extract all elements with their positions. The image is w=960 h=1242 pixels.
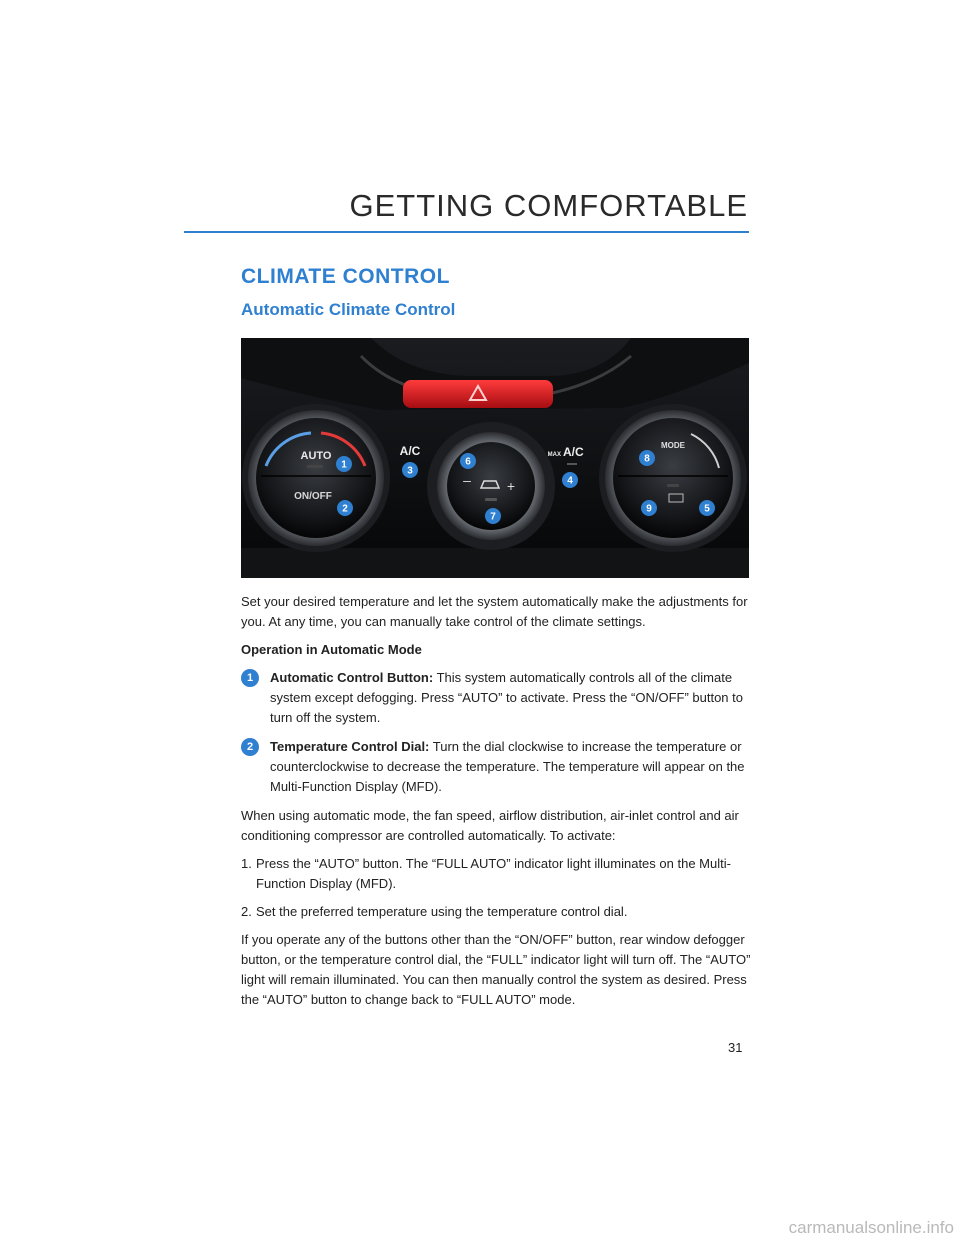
svg-text:A/C: A/C xyxy=(399,444,421,458)
svg-text:–: – xyxy=(463,472,471,488)
step-number: 2. xyxy=(241,904,252,919)
list-item xyxy=(241,737,751,797)
item-text: Turn the dial clockwise to increase the temperature or counterclockwise to decrease the temperature. The temperature will appear on the Multi-Function Display (MFD). xyxy=(270,739,745,794)
page-title: CLIMATE CONTROL xyxy=(241,265,450,288)
closing-paragraph: If you operate any of the buttons other than the “ON/OFF” button, rear window defogger button, or the temperature control dial, the “FULL” indicator light will turn off. The “AUTO” light will remain illuminated. You can then manually control the system as desired. Press the “AUTO” button to change back to “FULL AUTO” mode. xyxy=(241,932,751,1007)
auto-mode-paragraph: When using automatic mode, the fan speed, airflow distribution, air-inlet control and air conditioning compressor are controlled automatically. To activate: xyxy=(241,808,739,843)
svg-text:1: 1 xyxy=(341,459,347,471)
item-label: Automatic Control Button: xyxy=(270,670,434,685)
step-item xyxy=(241,854,751,894)
body-content xyxy=(241,592,751,1018)
svg-text:4: 4 xyxy=(567,475,573,487)
step-text: Press the “AUTO” button. The “FULL AUTO” indicator light illuminates on the Multi-Function Display (MFD). xyxy=(256,856,731,891)
svg-text:9: 9 xyxy=(646,503,652,515)
step-number: 1. xyxy=(241,856,252,871)
watermark[interactable]: carmanualsonline.info xyxy=(788,1218,954,1237)
svg-text:ON/OFF: ON/OFF xyxy=(294,491,332,502)
step-item xyxy=(241,902,751,922)
number-badge: 1 xyxy=(241,669,259,687)
page-number: 31 xyxy=(728,1040,743,1055)
mode-subheading: Operation in Automatic Mode xyxy=(241,642,422,657)
svg-text:2: 2 xyxy=(342,503,348,515)
svg-text:8: 8 xyxy=(644,453,650,465)
svg-text:MODE: MODE xyxy=(661,441,685,450)
right-dial xyxy=(599,404,747,552)
header-rule xyxy=(184,231,749,233)
center-dial xyxy=(427,422,555,550)
svg-text:3: 3 xyxy=(407,465,413,477)
intro-paragraph: Set your desired temperature and let the system automatically make the adjustments for you. At any time, you can manually take control of the climate settings. xyxy=(241,594,748,629)
number-badge: 2 xyxy=(241,738,259,756)
section-header: GETTING COMFORTABLE xyxy=(349,188,748,223)
left-dial xyxy=(242,404,390,552)
item-label: Temperature Control Dial: xyxy=(270,739,430,754)
svg-text:7: 7 xyxy=(490,511,496,523)
climate-control-photo xyxy=(241,338,749,578)
svg-text:A/C: A/C xyxy=(563,445,584,459)
section-subtitle: Automatic Climate Control xyxy=(241,300,456,319)
svg-text:+: + xyxy=(506,478,516,494)
item-text: This system automatically controls all of the climate system except defogging. Press “AUTO” to activate. Press the “ON/OFF” button to turn off the system. xyxy=(270,670,743,725)
svg-text:MAX: MAX xyxy=(547,452,561,458)
list-item xyxy=(241,668,751,728)
step-text: Set the preferred temperature using the temperature control dial. xyxy=(256,904,628,919)
svg-text:AUTO: AUTO xyxy=(300,450,332,462)
svg-text:6: 6 xyxy=(465,456,471,468)
svg-text:5: 5 xyxy=(704,503,710,515)
